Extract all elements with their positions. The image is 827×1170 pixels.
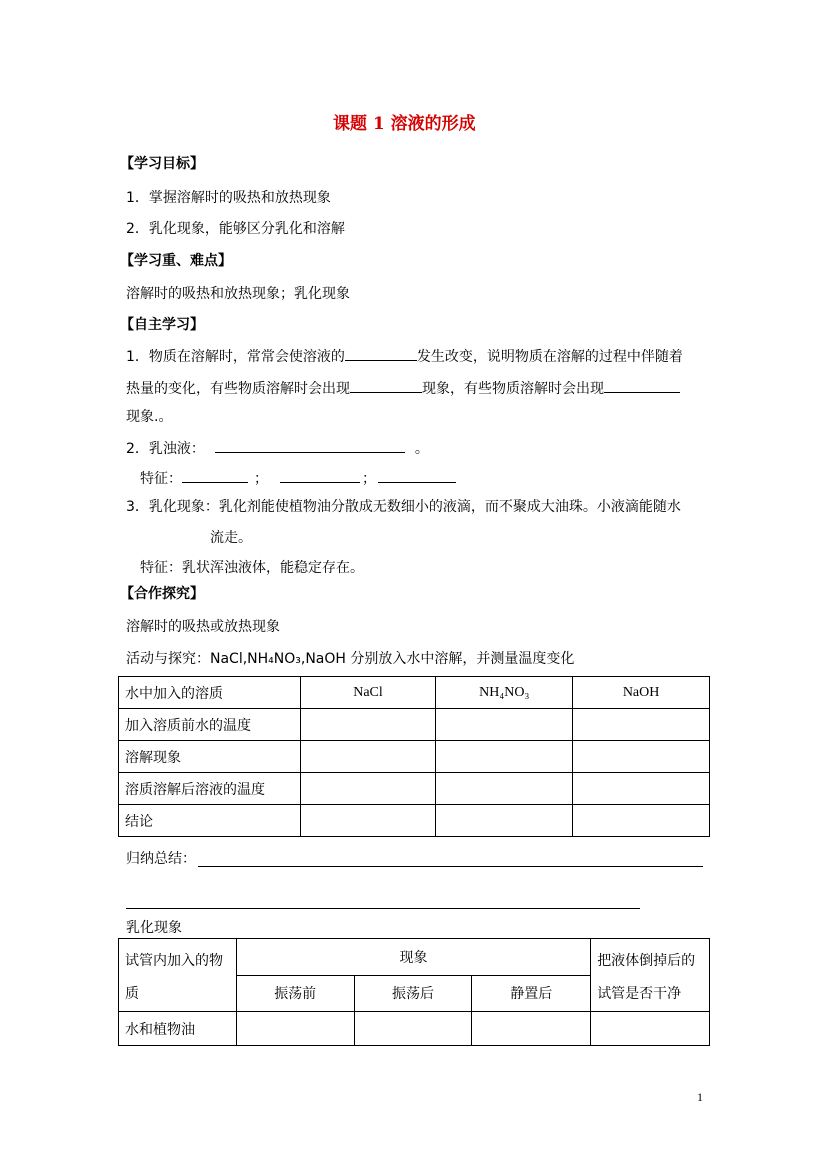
summary-line-2[interactable]: [126, 908, 640, 909]
row-label-phenomenon: 溶解现象: [119, 741, 301, 773]
q1-text-b: 发生改变，说明物质在溶解的过程中伴随着: [416, 349, 683, 365]
table-cell[interactable]: [300, 709, 436, 741]
page-number: 1: [697, 1090, 703, 1104]
feature-blank-1[interactable]: [182, 467, 248, 483]
emulsion-table: [118, 938, 710, 1046]
table-row: [119, 741, 710, 773]
table-cell[interactable]: [300, 773, 436, 805]
table-cell[interactable]: [436, 741, 573, 773]
q3-line1: 3．乳化现象：乳化剂能使植物油分散成无数细小的液滴，而不聚成大油珠。小液滴能随水: [126, 499, 681, 515]
q2-text-a: 2．乳浊液：: [126, 441, 205, 457]
activity-text: 活动与探究：NaCl,NH₄NO₃,NaOH 分别放入水中溶解，并测量温度变化: [126, 651, 575, 667]
goal-item-2: 2．乳化现象，能够区分乳化和溶解: [126, 221, 345, 237]
feature-blank-3[interactable]: [378, 467, 456, 483]
table-cell[interactable]: [573, 709, 710, 741]
header-before-shaking: 振荡前: [236, 975, 354, 1012]
q3-line2: 流走。: [210, 530, 252, 546]
summary-line-1[interactable]: [198, 866, 703, 867]
q1-text-a: 1．物质在溶解时，常常会使溶液的: [126, 349, 345, 365]
q1-text-d: 现象，有些物质溶解时会出现: [422, 381, 604, 397]
table-row: [119, 773, 710, 805]
header-after-shaking: 振荡后: [354, 975, 472, 1012]
header-substance-line2: 质: [125, 986, 139, 1002]
table-cell[interactable]: [354, 1012, 472, 1046]
table-row: [119, 1012, 710, 1046]
q1-line1: [126, 345, 683, 367]
feature-blank-2[interactable]: [280, 467, 360, 483]
feature-sep-1: ；: [254, 471, 268, 487]
table-row: [119, 805, 710, 837]
table-cell[interactable]: [236, 1012, 354, 1046]
table-cell[interactable]: [300, 805, 436, 837]
cooperation-sub1: 溶解时的吸热或放热现象: [126, 619, 280, 635]
goal-item-1: 1．掌握溶解时的吸热和放热现象: [126, 190, 331, 206]
row-label-conclusion: 结论: [119, 805, 301, 837]
table-header-solute: 水中加入的溶质: [119, 677, 301, 709]
q2-feature-label: 特征：: [140, 471, 182, 487]
table-cell[interactable]: [300, 741, 436, 773]
header-clean-line1: 把液体倒掉后的: [597, 953, 696, 969]
row-label-temp-before: 加入溶质前水的温度: [119, 709, 301, 741]
row-label-temp-after: 溶质溶解后溶液的温度: [119, 773, 301, 805]
table-header-nh4no3: NH₄NO₃: [436, 677, 573, 709]
page-title: 课题 1 溶液的形成: [333, 114, 476, 134]
table-row: [119, 677, 710, 709]
q2-text-b: 。: [414, 441, 429, 457]
q2-feature-line: [140, 467, 456, 489]
header-clean: [591, 939, 710, 1012]
feature-sep-2: ；: [362, 471, 376, 487]
header-after-standing: 静置后: [472, 975, 591, 1012]
cooperation-heading: 【合作探究】: [120, 586, 204, 602]
goals-heading: 【学习目标】: [120, 156, 204, 172]
table-cell[interactable]: [573, 741, 710, 773]
table-cell[interactable]: [591, 1012, 710, 1046]
q3-feature: 特征：乳状浑浊液体，能稳定存在。: [140, 560, 364, 576]
table-cell[interactable]: [436, 805, 573, 837]
table-cell[interactable]: [573, 805, 710, 837]
q1-line3: 现象.。: [126, 409, 173, 425]
table-cell[interactable]: [436, 773, 573, 805]
header-substance: [119, 939, 237, 1012]
key-points-heading: 【学习重、难点】: [120, 253, 232, 269]
q1-text-c: 热量的变化，有些物质溶解时会出现: [126, 381, 350, 397]
q2-blank[interactable]: [215, 437, 405, 453]
header-phenomenon: 现象: [236, 939, 590, 976]
table-cell[interactable]: [573, 773, 710, 805]
table-row: [119, 709, 710, 741]
q1-blank-2[interactable]: [350, 377, 422, 393]
q1-blank-1[interactable]: [345, 345, 417, 361]
header-clean-line2: 试管是否干净: [597, 986, 682, 1002]
row-label-water-oil: 水和植物油: [119, 1012, 237, 1046]
table-header-naoh: NaOH: [573, 677, 710, 709]
table-cell[interactable]: [436, 709, 573, 741]
self-study-heading: 【自主学习】: [120, 317, 204, 333]
table-row: [119, 939, 710, 976]
table-header-nacl: NaCl: [300, 677, 436, 709]
key-points-text: 溶解时的吸热和放热现象；乳化现象: [126, 286, 350, 302]
summary-label: 归纳总结：: [126, 851, 196, 867]
table-cell[interactable]: [472, 1012, 591, 1046]
dissolution-table: [118, 676, 710, 837]
q1-line2: [126, 377, 680, 399]
q1-blank-3[interactable]: [604, 377, 680, 393]
q2-line: [126, 437, 429, 459]
cooperation-sub2: 乳化现象: [126, 920, 182, 936]
header-substance-line1: 试管内加入的物: [125, 953, 223, 969]
